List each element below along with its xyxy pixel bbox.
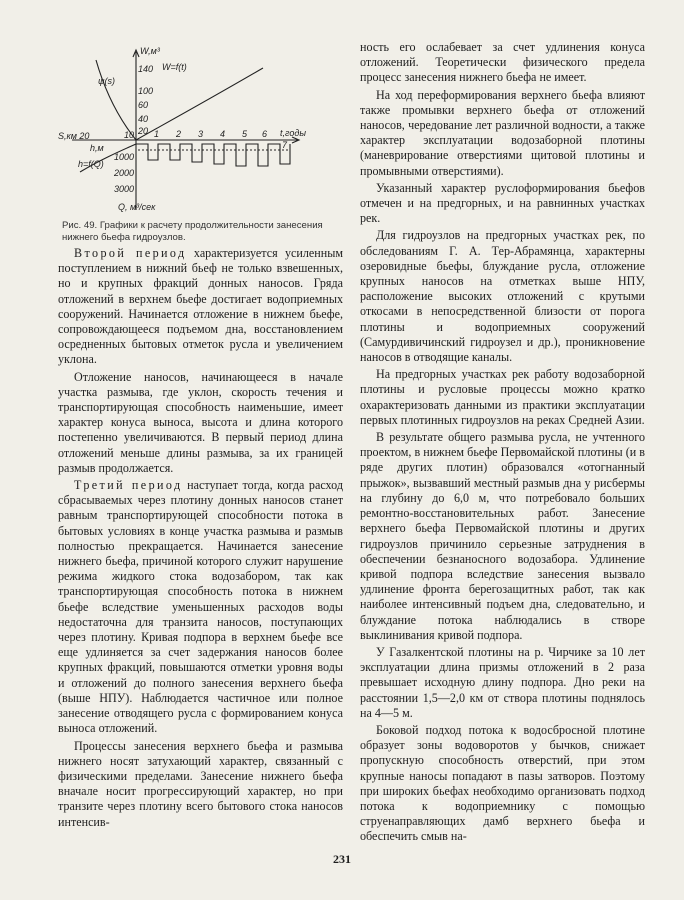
term-second-period: Второй период <box>74 246 187 260</box>
x-tick: 7 <box>282 140 288 150</box>
right-column <box>360 40 645 847</box>
paragraph <box>58 478 343 736</box>
psi-func-label: ψ(s) <box>98 76 116 86</box>
paragraph: На ход переформирования верхнего бьефа влияют также промывки верхнего бьефа от отложений наносов, чередование лет различной водности, а также характер эксплуатации водозаборной плотины (маневрирование отверстиями щитовой плотины и промывными отверстиями). <box>360 87 645 178</box>
y-tick: 20 <box>138 126 149 136</box>
w-axis-label: W,м³ <box>140 46 160 56</box>
x-tick: 4 <box>220 129 226 139</box>
h-func-label: h=f(Q) <box>78 159 104 169</box>
s-axis-label: S,км 20 <box>58 131 90 141</box>
w-func-label: W=f(t) <box>162 62 187 72</box>
x-tick: 6 <box>262 129 268 139</box>
y-tick: 60 <box>138 100 149 110</box>
figure-caption: Рис. 49. Графики к расчету продолжительности занесения нижнего бьефа гидроузлов. <box>62 220 323 243</box>
figure-49 <box>58 40 343 216</box>
q-tick: 3000 <box>114 184 135 194</box>
paragraph: Процессы занесения верхнего бьефа и размыва нижнего носят затухающий характер, связанный с физическими пределами. Занесение нижнего бьефа вначале носит прогрессирующий характер, но при транзите через плотину всего бытового стока наносов интенсив- <box>58 738 343 829</box>
x-tick: 3 <box>198 129 204 139</box>
q-tick: 2000 <box>114 168 135 178</box>
paragraph: Для гидроузлов на предгорных участках рек, по обследованиям Г. А. Тер-Абрамянца, характерны озеровидные бьефы, блуждание русла, отложение крупных наносов на отметках выше НПУ, расположение высоких отложений с крутыми откосами в непосредственной близости от порога плотины и водоприемных сооружений (Самурдивичинский гидроузел и др.), проникновение наносов в отводящие каналы. <box>360 228 645 365</box>
y-tick: 140 <box>138 64 154 74</box>
figure-graph <box>58 40 343 216</box>
x-tick: 5 <box>242 129 248 139</box>
paragraph: В результате общего размыва русла, не учтенного проектом, в нижнем бьефе Первомайской плотины (и в ряде других плотин) образовался «отогнанный прыжок», вызвавший местный размыв дна у рисбермы на глубину до 6,0 м, что потребовало больших ремонтно-восстановительных работ. Занесение верхнего бьефа Первомайской плотины и других гидроузлов причинило серьезные затруднения в обеспечении безнаносного водозабора. Удлинение кривой подпора вследствие занесения вызвало удлинение фронта берегозащитных работ, так как наиболее интенсивный подъем дна, следовательно, и блуждание потока наблюдались в створе выклинивания кривой подпора. <box>360 430 645 642</box>
t-axis-label: t,годы <box>280 128 306 138</box>
psi-curve <box>96 60 136 140</box>
y-tick: 40 <box>138 114 149 124</box>
paragraph: На предгорных участках рек работу водозаборной плотины и русловые процессы можно кратко охарактеризовать данными из практики эксплуатации первых плотинных гидроузлов на реках Средней Азии. <box>360 367 645 427</box>
y-tick: 100 <box>138 86 154 96</box>
paragraph: У Газалкентской плотины на р. Чирчике за 10 лет эксплуатации длина призмы отложений в 2 раза превышает исходную длину подпора. Дно реки на расстоянии 1,5—2,0 км от створа плотины поднялось на 4—5 м. <box>360 644 645 720</box>
q-axis-label: Q, м³/сек <box>118 202 156 212</box>
discharge-wave <box>136 144 290 166</box>
paragraph: ность его ослабевает за счет удлинения конуса отложений. Теоретически физического предела процесс занесения нижнего бьефа не имеет. <box>360 40 645 85</box>
paragraph: Отложение наносов, начинающееся в начале участка размыва, где уклон, скорость течения и транспортирующая способность наименьшие, имеет характер конуса выноса, высота и длина которого постепенно увеличиваются. В первый период длина отложений меньше длины размыва, за их границей размыв продолжается. <box>58 369 343 475</box>
paragraph: Указанный характер руслоформирования бьефов отмечен и на предгорных, и на равнинных участках рек. <box>360 180 645 226</box>
term-third-period: Третий период <box>74 478 183 493</box>
left-column <box>58 40 343 832</box>
page-number: 231 <box>333 852 351 866</box>
paragraph <box>58 246 343 368</box>
paragraph: Боковой подход потока к водосбросной плотине образует зоны водоворотов у бычков, снижает пропускную способность отверстий, при этом крупные наносы попадают в пазы затворов. Поэтому при широких бьефах необходимо организовать подход потока к водоприемнику с помощью струенаправляющих дамб верхнего бьефа и обеспечить смыв на- <box>360 722 645 844</box>
h-tick: 10 <box>124 130 135 140</box>
paragraph-text: характеризуется усиленным поступлением в нижний бьеф не только взвешенных, но и крупных фракций донных наносов. Гряда отложений в верхнем бьефе достигает водоприемных сооружений. Начинается отложение в нижнем бьефе, сопровождающееся подъемом дна, восстановлением осредненных бытовых отметок русла и увеличением уклона. <box>58 246 343 367</box>
q-tick: 1000 <box>114 152 135 162</box>
paragraph-text: наступает тогда, когда расход сбрасываемых через плотину донных наносов станет равным транспортирующей способности потока в бытовых условиях в конце участка размыва и размыв полностью прекращается. Начинается занесение нижнего бьефа, причиной которого служит нарушение режима жидкого стока водозабором, так как транспортирующая способность потока в нижнем бьефе вследствие уменьшенных расходов воды недостаточна для транзита наносов, поступающих через плотину. Кривая подпора в верхнем бьефе все еще удлиняется за счет задержания наносов более крупных фракций, повышаются отметки уровня воды и отложений до полного занесения верхнего бьефа (выше НПУ). Наблюдается частичное или полное занесение отводящего русла с формированием конуса выноса отложений. <box>58 478 343 736</box>
x-tick: 1 <box>154 129 160 139</box>
x-tick: 2 <box>176 129 182 139</box>
h-axis-label: h,м <box>90 143 104 153</box>
